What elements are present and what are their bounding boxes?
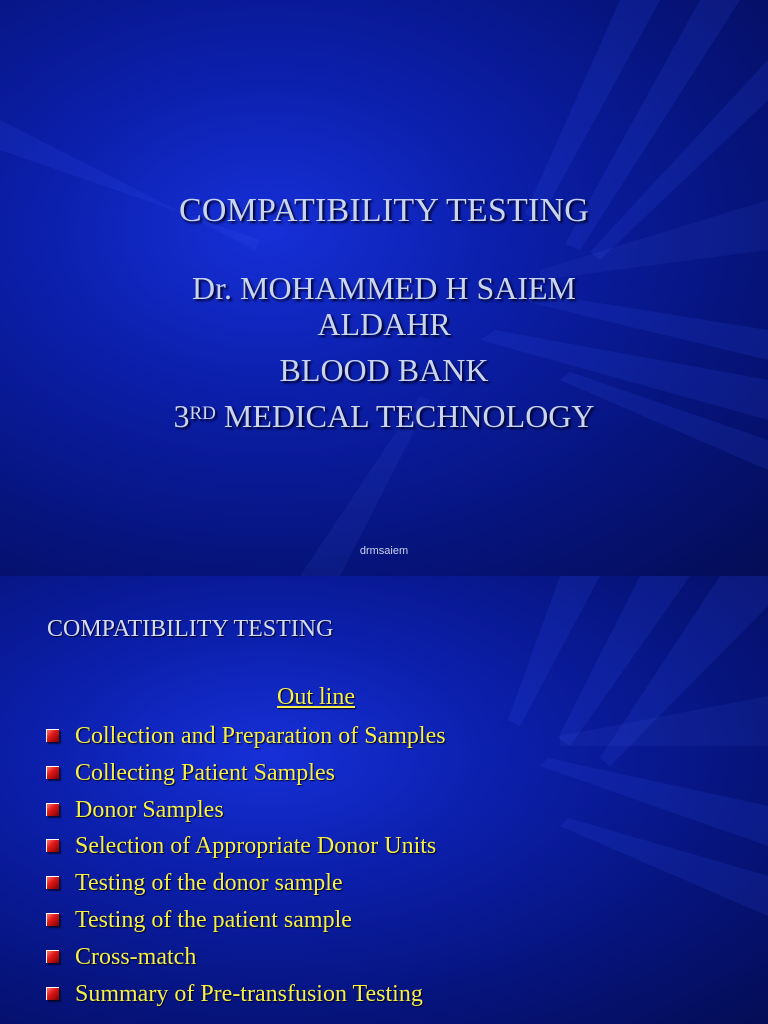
department-name: BLOOD BANK <box>279 352 489 388</box>
list-item <box>46 906 446 943</box>
red-square-bullet-icon <box>46 913 59 926</box>
red-square-bullet-icon <box>46 766 59 779</box>
list-item <box>46 722 446 759</box>
list-item-label: Testing of the patient sample <box>75 906 352 933</box>
red-square-bullet-icon <box>46 803 59 816</box>
list-item-label: Cross-match <box>75 943 197 970</box>
outline-slide <box>0 576 768 1024</box>
list-item-label: Testing of the donor sample <box>75 870 343 897</box>
list-item <box>46 869 446 906</box>
list-item-label: Summary of Pre-transfusion Testing <box>75 980 423 1007</box>
program-line <box>0 398 768 434</box>
list-item <box>46 980 446 1017</box>
outline-heading: Out line <box>277 684 355 710</box>
list-item-label: Collection and Preparation of Samples <box>75 723 446 749</box>
list-item-label: Selection of Appropriate Donor Units <box>75 833 437 860</box>
author-surname: ALDAHR <box>317 306 451 342</box>
program-name: MEDICAL TECHNOLOGY <box>215 398 595 434</box>
slide-footer: drmsaiem <box>359 545 409 557</box>
list-item <box>46 943 446 980</box>
red-square-bullet-icon <box>46 950 59 963</box>
year-number: 3 <box>173 398 190 434</box>
list-item-label: Donor Samples <box>75 796 224 823</box>
red-square-bullet-icon <box>46 987 59 1000</box>
list-item-label: Collecting Patient Samples <box>75 759 335 786</box>
slide-title: COMPATIBILITY TESTING <box>47 616 334 642</box>
list-item <box>46 832 446 869</box>
author-name: Dr. MOHAMMED H SAIEM <box>191 270 576 306</box>
list-item <box>46 796 446 833</box>
year-suffix: RD <box>189 403 216 424</box>
red-square-bullet-icon <box>46 729 59 742</box>
slide-title: COMPATIBILITY TESTING <box>178 192 589 229</box>
red-square-bullet-icon <box>46 876 59 889</box>
outline-list <box>46 722 446 1016</box>
red-square-bullet-icon <box>46 839 59 852</box>
list-item <box>46 759 446 796</box>
subtitle-block <box>0 270 768 444</box>
